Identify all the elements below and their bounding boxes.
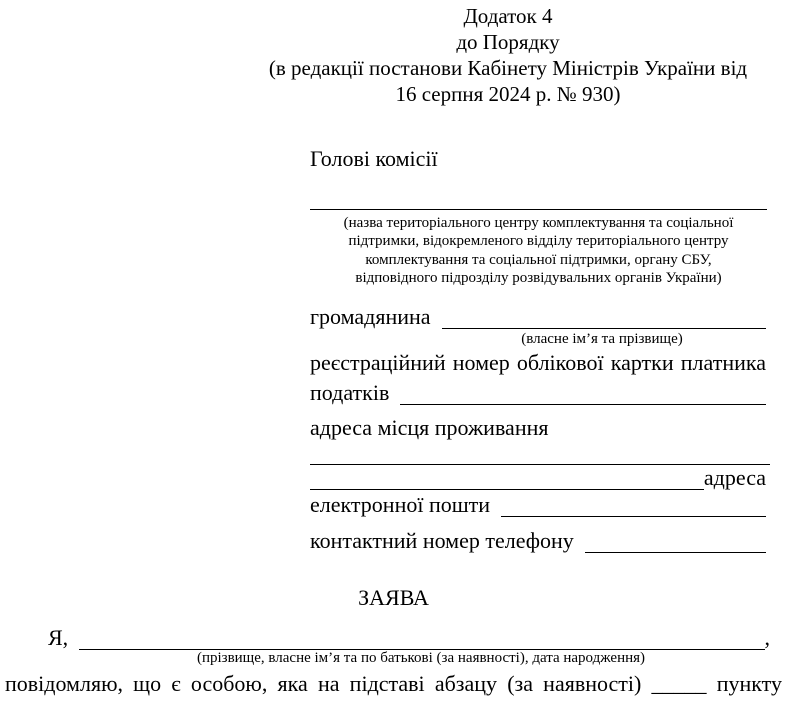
applicant-field-row	[48, 625, 770, 651]
applicant-trailing-comma: ,	[764, 625, 770, 650]
citizen-caption: (власне ім’я та прізвище)	[521, 331, 683, 347]
email-field-row	[310, 492, 766, 518]
applicant-prefix: Я,	[48, 625, 69, 650]
recipient-caption-line: комплектування та соціальної підтримки, органу СБУ,	[365, 251, 712, 268]
email-label-wrap-word: адреса	[703, 465, 766, 490]
recipient-caption-line: (назва територіального центру комплектування та соціальної	[343, 215, 734, 231]
statement-body-line: повідомляю, що є особою, яка на підставі абзацу (за наявності) _____ пункту	[5, 671, 782, 696]
tax-number-label-line1: реєстраційний номер облікової картки платника	[310, 350, 766, 375]
residence-label: адреса місця проживання	[310, 415, 549, 440]
recipient-caption-line: підтримки, відокремленого відділу територіального центру	[348, 233, 729, 250]
tax-number-field-row	[310, 380, 766, 406]
applicant-blank-line	[79, 625, 764, 650]
citizen-label: громадянина	[310, 304, 431, 329]
email-label-rest: електронної пошти	[310, 492, 491, 517]
residence-blank-line-2	[310, 465, 704, 490]
document-header	[227, 3, 787, 107]
recipient-caption	[310, 214, 767, 288]
recipient-caption-line: відповідного підрозділу розвідувальних органів України)	[355, 270, 722, 287]
header-line-order: до Порядку	[456, 30, 560, 54]
statement-title: ЗАЯВА	[358, 585, 429, 610]
applicant-caption: (прізвище, власне ім’я та по батькові (за наявності), дата народження)	[196, 650, 646, 666]
email-blank-line	[501, 492, 766, 517]
recipient-label: Голові комісії	[310, 146, 438, 171]
phone-label: контактний номер телефону	[310, 528, 574, 553]
tax-number-blank-line	[400, 380, 766, 405]
citizen-field-row	[310, 304, 766, 330]
phone-field-row	[310, 528, 766, 554]
email-field-wrap-row	[310, 465, 766, 491]
header-line-appendix: Додаток 4	[463, 4, 553, 28]
phone-blank-line	[585, 528, 766, 553]
header-line-edition: (в редакції постанови Кабінету Міністрів України від	[268, 56, 748, 80]
recipient-blank-line	[310, 209, 767, 210]
header-line-date-number: 16 серпня 2024 р. № 930)	[395, 82, 621, 106]
citizen-blank-line	[442, 304, 766, 329]
tax-number-label-line2: податків	[310, 380, 390, 405]
